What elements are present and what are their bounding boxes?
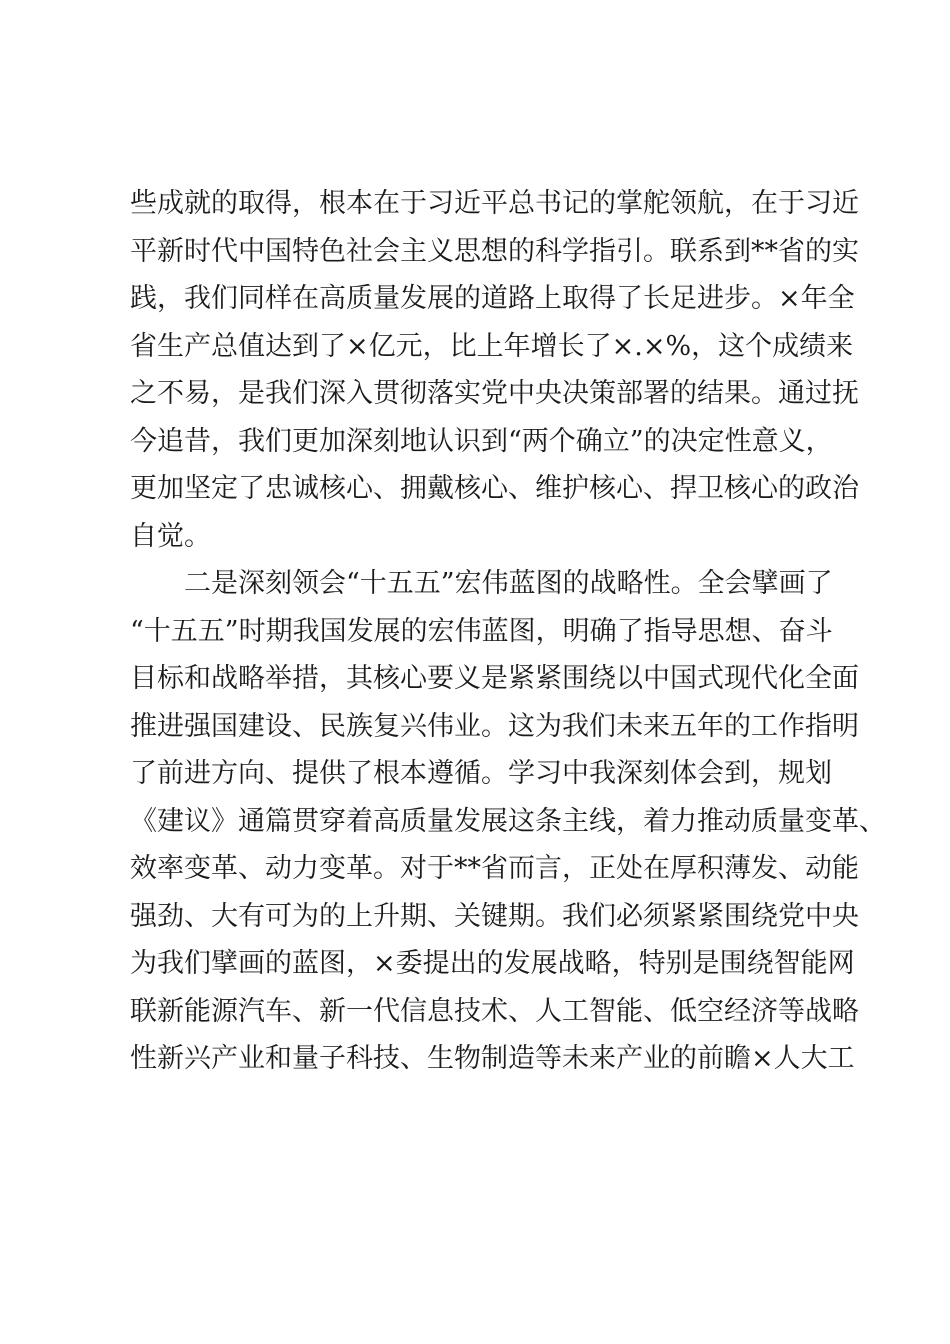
text-line: 性新兴产业和量子科技、生物制造等未来产业的前瞻×人大工	[130, 1043, 855, 1074]
text-line: 《建议》通篇贯穿着高质量发展这条主线，着力推动质量变革、	[130, 805, 886, 837]
text-line: “十五五”时期我国发展的宏伟蓝图，明确了指导思想、奋斗	[130, 615, 833, 647]
text-line: 更加坚定了忠诚核心、拥戴核心、维护核心、捍卫核心的政治	[130, 473, 859, 504]
text-line: 平新时代中国特色社会主义思想的科学指引。联系到**省的实	[130, 235, 859, 267]
text-line: 践，我们同样在高质量发展的道路上取得了长足进步。×年全	[130, 283, 855, 314]
text-line: 省生产总值达到了×亿元，比上年增长了×.×%，这个成绩来	[130, 330, 854, 362]
text-line: 强劲、大有可为的上升期、关键期。我们必须紧紧围绕党中央	[130, 900, 859, 932]
text-line: 了前进方向、提供了根本遵循。学习中我深刻体会到，规划	[130, 758, 832, 789]
text-line: 推进强国建设、民族复兴伟业。这为我们未来五年的工作指明	[130, 710, 859, 742]
body-text	[130, 180, 886, 1083]
text-line: 之不易，是我们深入贯彻落实党中央决策部署的结果。通过抚	[130, 378, 859, 409]
text-line: 为我们擘画的蓝图，×委提出的发展战略，特别是围绕智能网	[130, 948, 855, 979]
text-line: 今追昔，我们更加深刻地认识到“两个确立”的决定性意义，	[130, 425, 833, 457]
text-line: 效率变革、动力变革。对于**省而言，正处在厚积薄发、动能	[130, 853, 859, 884]
text-line: 自觉。	[130, 520, 211, 552]
paragraph-start-line: 二是深刻领会“十五五”宏伟蓝图的战略性。全会擘画了	[130, 568, 833, 599]
text-line: 些成就的取得，根本在于习近平总书记的掌舵领航，在于习近	[130, 188, 859, 219]
text-line: 联新能源汽车、新一代信息技术、人工智能、低空经济等战略	[130, 995, 859, 1027]
text-line: 目标和战略举措，其核心要义是紧紧围绕以中国式现代化全面	[130, 663, 859, 694]
